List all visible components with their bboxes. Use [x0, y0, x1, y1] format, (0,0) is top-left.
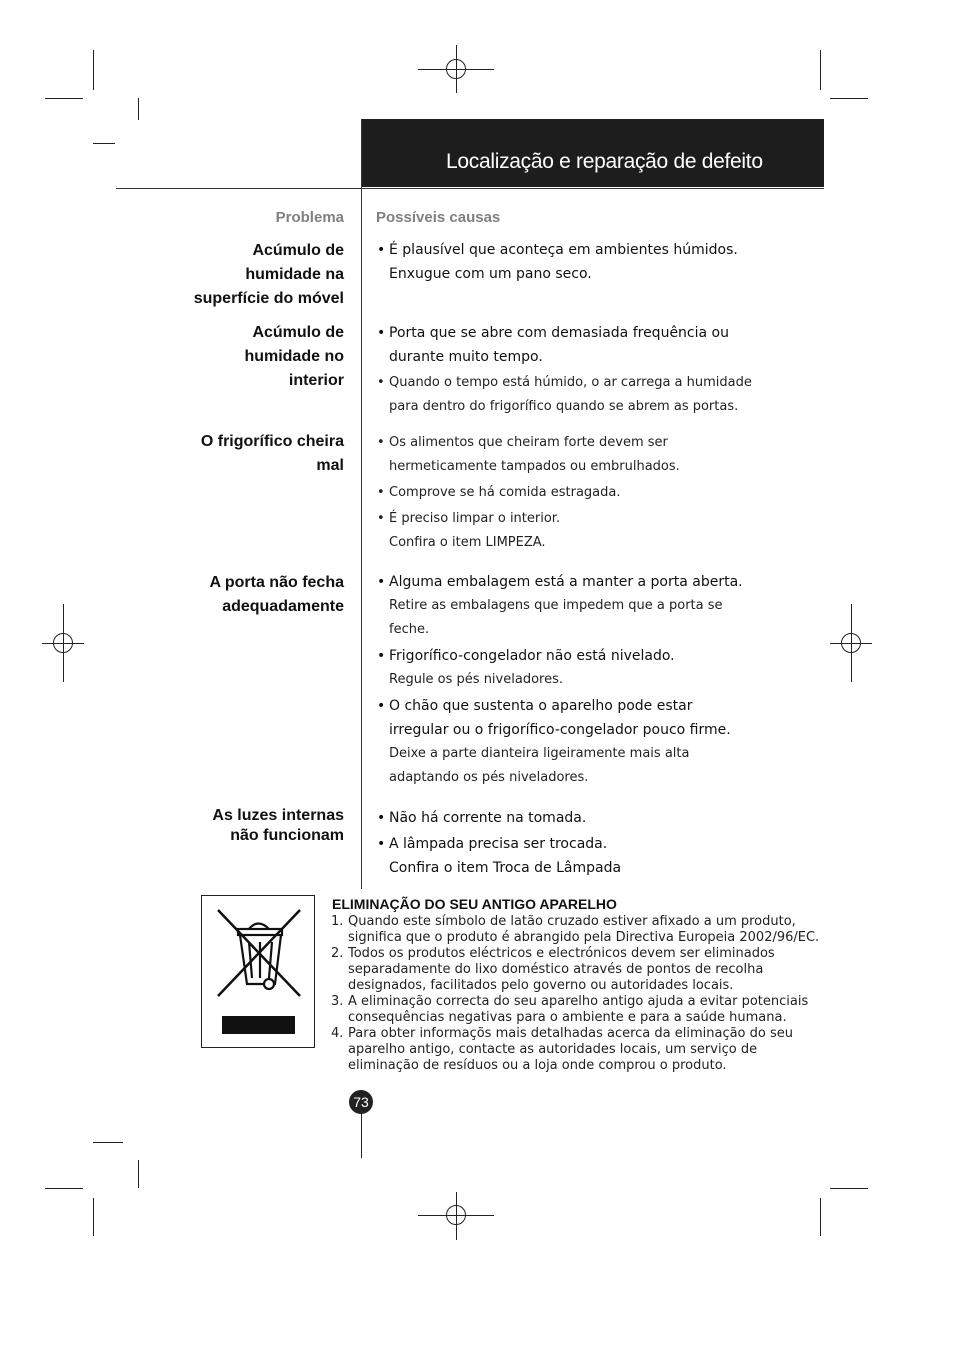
problem-lights-not-working: As luzes internas não funcionam	[212, 807, 344, 844]
cause-text: irregular ou o frigorífico-congelador pouco firme.	[389, 722, 731, 738]
column-divider	[361, 119, 362, 889]
page-title: Localização e reparação de defeito	[446, 150, 763, 173]
cause-text: Confira o item Troca de Lâmpada	[389, 860, 622, 876]
cause-text: Regule os pés niveladores.	[389, 672, 563, 687]
cause-text: feche.	[389, 622, 430, 637]
cause-text: durante muito tempo.	[389, 349, 543, 365]
cause-text: Alguma embalagem está a manter a porta aberta.	[389, 574, 743, 590]
bullet-icon: •	[377, 511, 385, 526]
cause-text: É plausível que aconteça em ambientes húmidos.	[389, 242, 738, 258]
cause-text: Porta que se abre com demasiada frequência ou	[389, 325, 729, 341]
cause-text: É preciso limpar o interior.	[389, 511, 561, 526]
bullet-icon: •	[377, 242, 386, 258]
disposal-heading: ELIMINAÇÃO DO SEU ANTIGO APARELHO	[332, 896, 617, 912]
bullet-icon: •	[377, 485, 385, 500]
disposal-item-number: 3.	[331, 994, 344, 1009]
problem-column-heading: Problema	[275, 209, 344, 226]
bullet-icon: •	[377, 648, 386, 664]
disposal-item-text: aparelho antigo, contacte as autoridades locais, um serviço de	[348, 1042, 758, 1057]
disposal-item-text: designados, facilitados pelo governo ou autoridades locais.	[348, 978, 734, 993]
cause-text: Confira o item LIMPEZA.	[389, 535, 546, 550]
disposal-item-text: Quando este símbolo de latão cruzado estiver afixado a um produto,	[348, 914, 796, 929]
crossed-bin-symbol	[201, 895, 315, 1048]
disposal-item-text: separadamente do lixo doméstico através de pontos de recolha	[348, 962, 764, 977]
bullet-icon: •	[377, 325, 386, 341]
cause-text: Comprove se há comida estragada.	[389, 485, 621, 500]
bullet-icon: •	[377, 836, 386, 852]
disposal-item-text: consequências negativas para o ambiente e para a saúde humana.	[348, 1010, 787, 1025]
cause-text: O chão que sustenta o aparelho pode estar	[389, 698, 693, 714]
disposal-item-text: significa que o produto é abrangido pela Directiva Europeia 2002/96/EC.	[348, 930, 820, 945]
disposal-item-text: Para obter informaçõs mais detalhadas acerca da eliminação do seu	[348, 1026, 793, 1041]
bullet-icon: •	[377, 810, 386, 826]
crossed-out-wheelie-bin-icon	[202, 896, 314, 1047]
disposal-item-text: Todos os produtos eléctricos e electrónicos devem ser eliminados	[348, 946, 775, 961]
cause-text: Enxugue com um pano seco.	[389, 266, 592, 282]
problem-moisture-interior: Acúmulo de humidade no interior	[244, 324, 344, 389]
cause-text: para dentro do frigorífico quando se abrem as portas.	[389, 399, 739, 414]
causes-column-heading: Possíveis causas	[376, 209, 501, 226]
problem-bad-smell: O frigorífico cheira mal	[200, 433, 344, 474]
disposal-item-number: 2.	[331, 946, 344, 961]
disposal-item-number: 4.	[331, 1026, 344, 1041]
cause-text: Frigorífico-congelador não está nivelado.	[389, 648, 675, 664]
bullet-icon: •	[377, 574, 386, 590]
bullet-icon: •	[377, 435, 385, 450]
cause-text: Deixe a parte dianteira ligeiramente mais alta	[389, 746, 690, 761]
cause-text: Não há corrente na tomada.	[389, 810, 587, 826]
bullet-icon: •	[377, 698, 386, 714]
problem-moisture-surface: Acúmulo de humidade na superfície do móvel	[193, 242, 344, 307]
disposal-item-number: 1.	[331, 914, 344, 929]
header-rule	[116, 188, 824, 189]
cause-text: Retire as embalagens que impedem que a porta se	[389, 598, 723, 613]
cause-text: A lâmpada precisa ser trocada.	[389, 836, 608, 852]
page-number: 73	[349, 1090, 373, 1114]
disposal-item-text: A eliminação correcta do seu aparelho antigo ajuda a evitar potenciais	[348, 994, 809, 1009]
problem-door-not-closing: A porta não fecha adequadamente	[209, 574, 344, 615]
bullet-icon: •	[377, 375, 385, 390]
disposal-item-text: eliminação de resíduos ou a loja onde comprou o produto.	[348, 1058, 727, 1073]
cause-text: adaptando os pés niveladores.	[389, 770, 589, 785]
cause-text: hermeticamente tampados ou embrulhados.	[389, 459, 680, 474]
cause-text: Quando o tempo está húmido, o ar carrega a humidade	[389, 375, 752, 390]
cause-text: Os alimentos que cheiram forte devem ser	[389, 435, 668, 450]
